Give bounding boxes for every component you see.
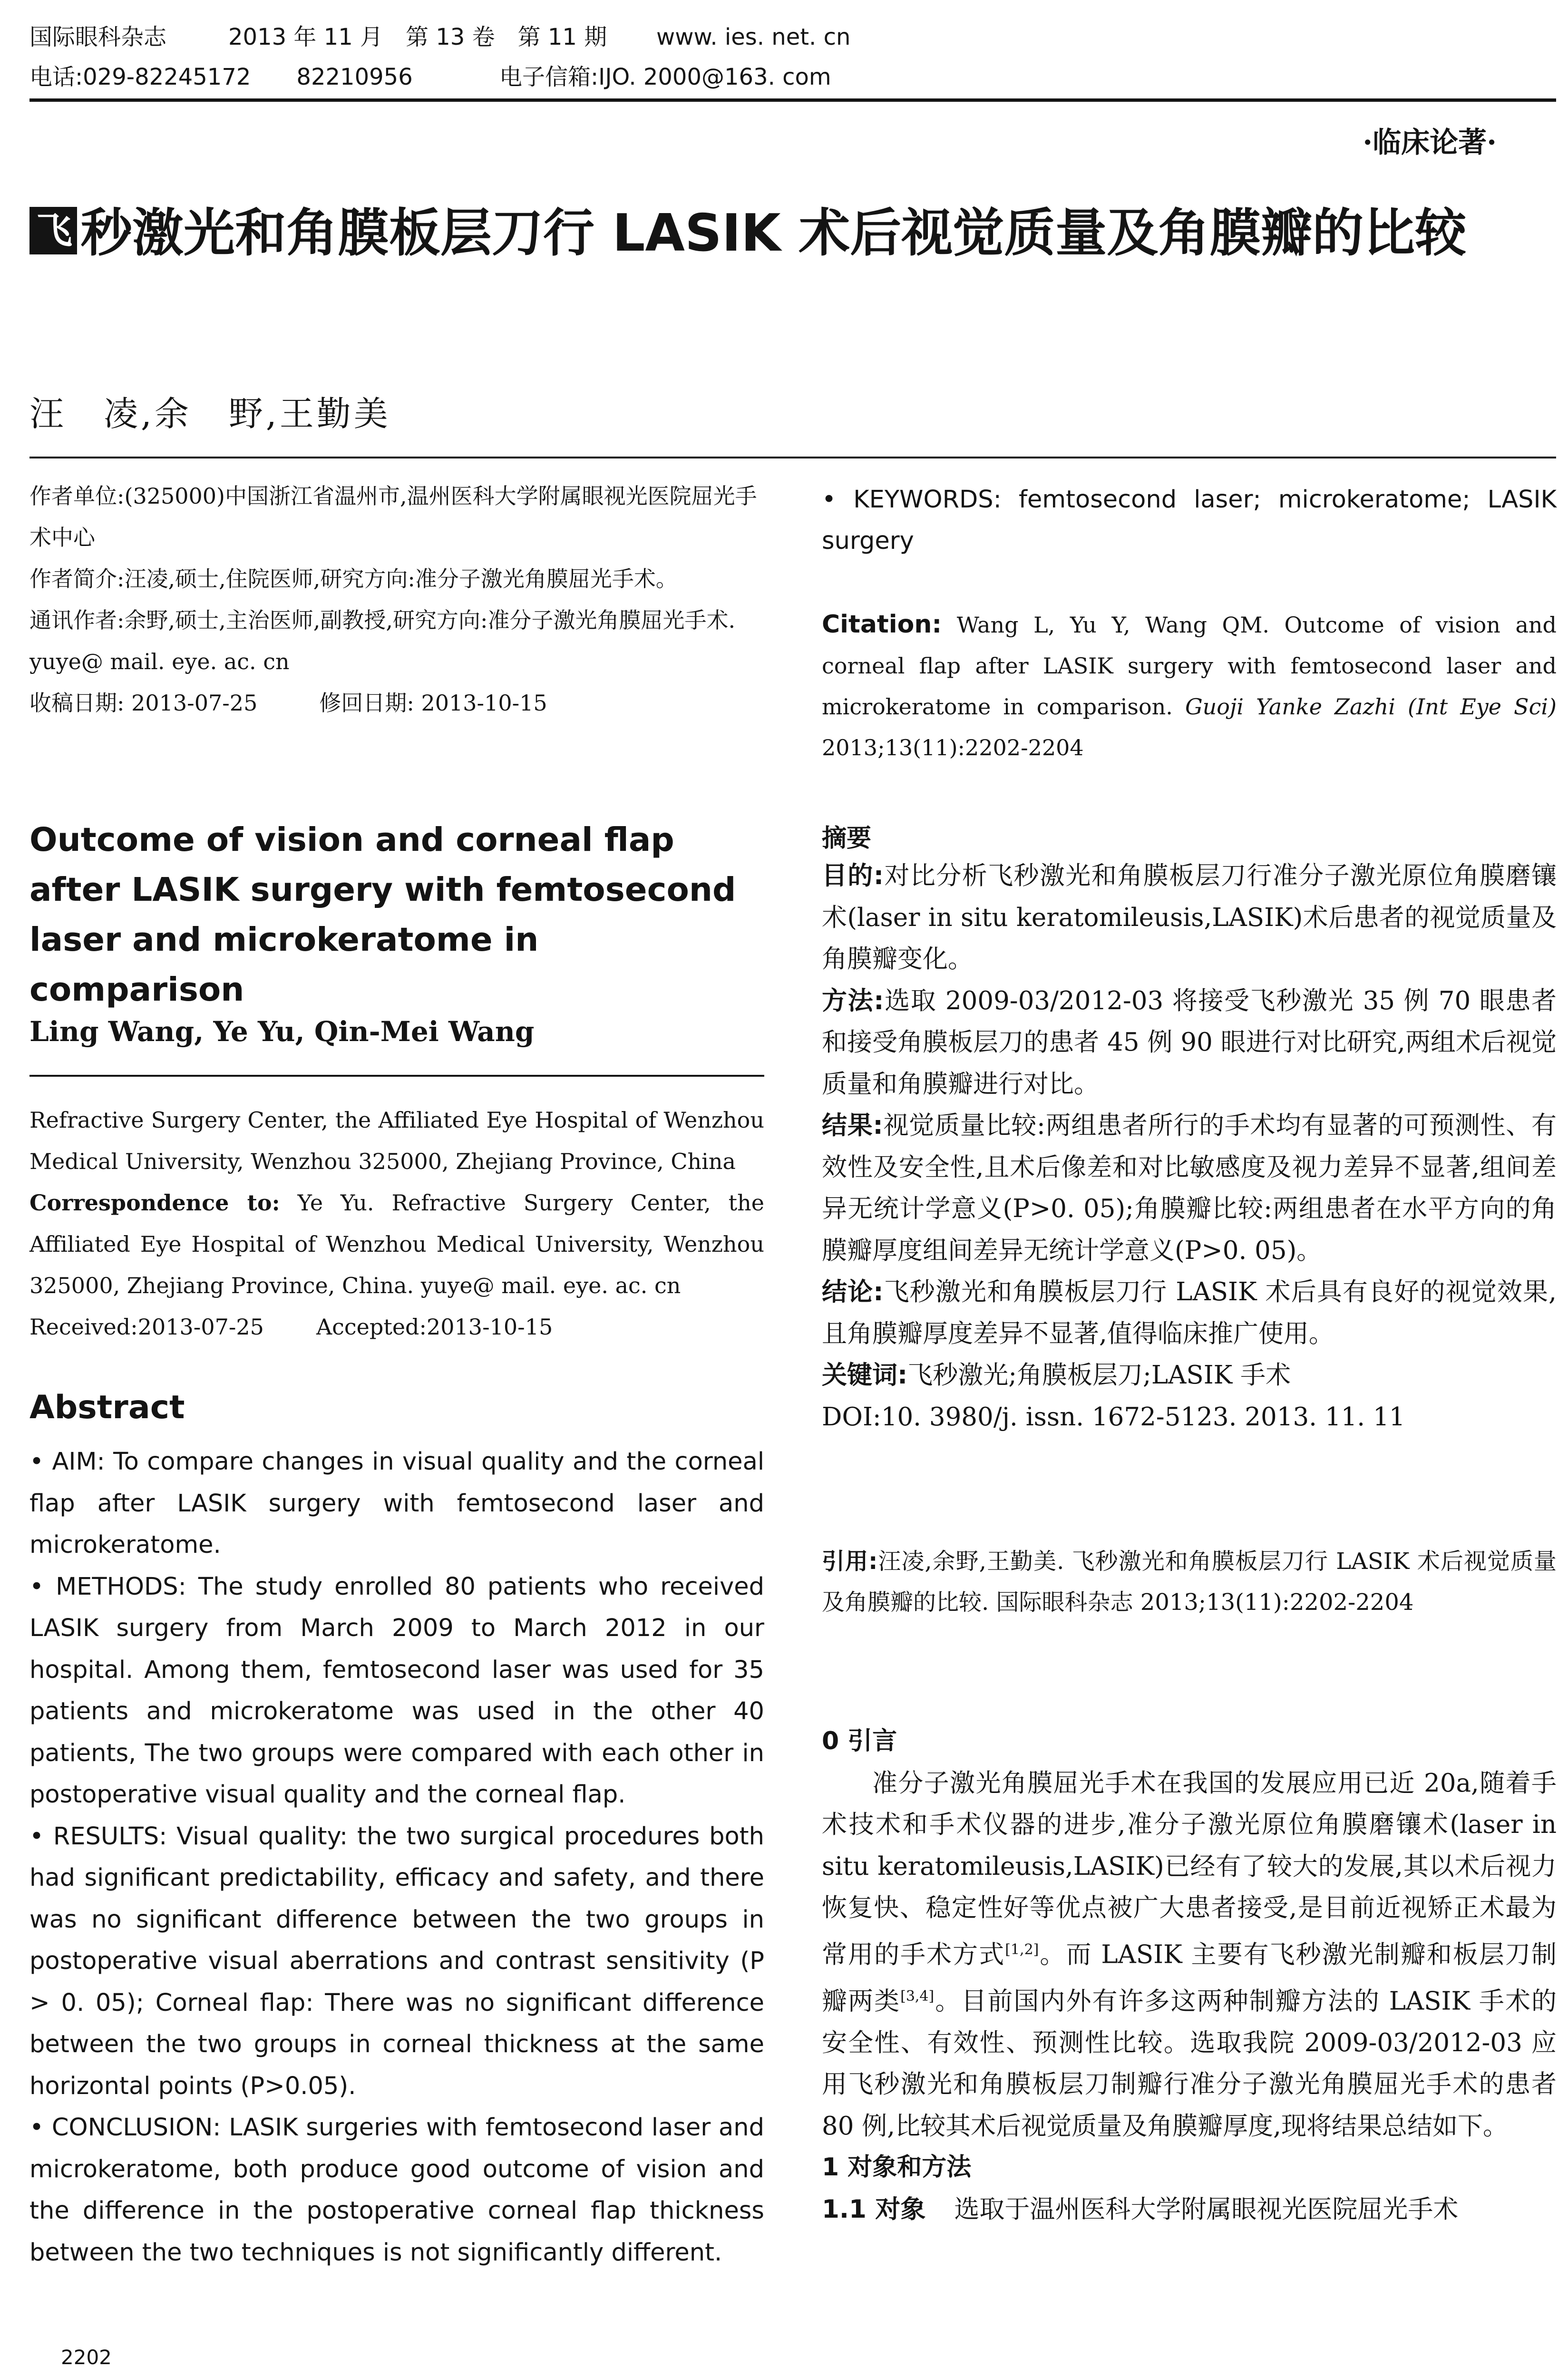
authors-en: Ling Wang, Ye Yu, Qin-Mei Wang: [29, 1015, 535, 1048]
author-unit: 作者单位:(325000)中国浙江省温州市,温州医科大学附属眼视光医院屈光手术中心: [29, 483, 757, 550]
received-dates: 收稿日期: 2013-07-25 修回日期: 2013-10-15: [29, 690, 547, 716]
abstract-cn-body: [822, 855, 1557, 1438]
author-metadata: [29, 476, 764, 724]
keywords-en: • KEYWORDS: femtosecond laser; microkeratome; LASIK surgery: [822, 486, 1557, 555]
page-number: 2202: [61, 2346, 112, 2369]
abstract-cn-conclusion: 结论:飞秒激光和角膜板层刀行 LASIK 术后具有良好的视觉效果,且角膜瓣厚度差异不显著,值得临床推广使用。: [822, 1277, 1557, 1348]
authors-cn: 汪 凌,余 野,王勤美: [29, 394, 391, 434]
affiliation-text: Refractive Surgery Center, the Affiliated Eye Hospital of Wenzhou Medical University, Wenzhou 325000, Zhejiang Province, China: [29, 1107, 764, 1174]
abstract-cn-methods: 方法:选取 2009-03/2012-03 将接受飞秒激光 35 例 70 眼患者和接受角膜板层刀的患者 45 例 90 眼进行对比研究,两组术后视觉质量和角膜瓣进行对比。: [822, 986, 1557, 1099]
journal-email[interactable]: 电子信箱:IJO. 2000@163. com: [499, 64, 831, 90]
article-title-en: Outcome of vision and corneal flap after LASIK surgery with femtosecond laser and microkeratome in comparison: [29, 821, 736, 1009]
abstract-methods: • METHODS: The study enrolled 80 patients who received LASIK surgery from March 2009 to March 2012 in our hospital. Among them, femtosecond laser was used for 35 patients and microkeratome was used in the other 40 patients, The two groups were compared with each other in postoperative visual quality and the corneal flap.: [29, 1572, 764, 1809]
abstract-cn-keywords: 关键词:飞秒激光;角膜板层刀;LASIK 手术: [822, 1361, 1291, 1390]
abstract-cn-results: 结果:视觉质量比较:两组患者所行的手术均有显著的可预测性、有效性及安全性,且术后像差和对比敏感度及视力差异不显著,组间差异无统计学意义(P>0. 05);角膜瓣比较:两组患者在水平方向的角膜瓣厚度组间差异无统计学意义(P>0. 05)。: [822, 1111, 1557, 1265]
abstract-cn-aim: 目的:对比分析飞秒激光和角膜板层刀行准分子激光原位角膜磨镶术(laser in situ keratomileusis,LASIK)术后患者的视觉质量及角膜瓣变化。: [822, 861, 1557, 974]
journal-phone: 电话:029-82245172 82210956: [29, 64, 413, 90]
citation-en: Citation: Wang L, Yu Y, Wang QM. Outcome of vision and corneal flap after LASIK surgery with femtosecond laser and microkeratome in comparison. Guoji Yanke Zazhi (Int Eye Sci) 2013;13(11):2202-2204: [822, 610, 1557, 760]
issue-info: 2013 年 11 月 第 13 卷 第 11 期: [228, 24, 607, 50]
abstract-cn-doi: DOI:10. 3980/j. issn. 1672-5123. 2013. 11. 11: [822, 1402, 1405, 1432]
title-mark: 飞: [29, 207, 77, 254]
intro-paragraph: 准分子激光角膜屈光手术在我国的发展应用已近 20a,随着手术技术和手术仪器的进步,准分子激光原位角膜磨镶术(laser in situ keratomileusis,LASIK)已经有了较大的发展,其以术后视力恢复快、稳定性好等优点被广大患者接受,是目前近视矫正术最为常用的手术方式[1,2]。而 LASIK 主要有飞秒激光制瓣和板层刀制瓣两类[3,4]。目前国内外有许多这两种制瓣方法的 LASIK 手术的安全性、有效性、预测性比较。选取我院 2009-03/2012-03 应用飞秒激光和角膜板层刀制瓣行准分子激光角膜屈光手术的患者 80 例,比较其术后视觉质量及角膜瓣厚度,现将结果总结如下。: [822, 1768, 1557, 2141]
abstract-body: [29, 1441, 764, 2273]
affiliation-en: [29, 1100, 764, 1348]
abstract-heading: Abstract: [29, 1389, 185, 1426]
title-rule: [29, 457, 1556, 458]
section-1-heading: 1 对象和方法: [822, 2153, 972, 2182]
abstract-conclusion: • CONCLUSION: LASIK surgeries with femtosecond laser and microkeratome, both produce good outcome of vision and the difference in the postoperative corneal flap thickness between the two techniques is not significantly different.: [29, 2114, 764, 2267]
abstract-cn-heading: 摘要: [822, 824, 872, 853]
authors-rule: [29, 1075, 764, 1077]
author-bio: 作者简介:汪凌,硕士,住院医师,研究方向:准分子激光角膜屈光手术。: [29, 566, 678, 592]
journal-website[interactable]: www. ies. net. cn: [656, 24, 851, 50]
header-rule: [29, 98, 1556, 102]
section-tag: ·临床论著·: [1363, 126, 1497, 159]
citation-cn: 引用:汪凌,余野,王勤美. 飞秒激光和角膜板层刀行 LASIK 术后视觉质量及角膜瓣的比较. 国际眼科杂志 2013;13(11):2202-2204: [822, 1548, 1557, 1616]
section-1-1: 1.1 对象 选取于温州医科大学附属眼视光医院屈光手术: [822, 2194, 1459, 2224]
corresponding-author: 通讯作者:余野,硕士,主治医师,副教授,研究方向:准分子激光角膜屈光手术. yuye@ mail. eye. ac. cn: [29, 607, 736, 674]
journal-name: 国际眼科杂志: [29, 24, 167, 50]
introduction: [822, 1721, 1557, 2230]
correspondence-en: Correspondence to: Ye Yu. Refractive Surgery Center, the Affiliated Eye Hospital of Wenzhou Medical University, Wenzhou 325000, Zhejiang Province, China. yuye@ mail. eye. ac. cn: [29, 1190, 764, 1298]
intro-heading: 0 引言: [822, 1727, 897, 1755]
abstract-results: • RESULTS: Visual quality: the two surgical procedures both had significant predictability, efficacy and safety, and there was no significant difference between the two groups in postoperative visual aberrations and contrast sensitivity (P > 0. 05); Corneal flap: There was no significant difference between the two groups in corneal thickness at the same horizontal points (P>0.05).: [29, 1822, 764, 2100]
received-accepted-en: Received:2013-07-25 Accepted:2013-10-15: [29, 1314, 553, 1340]
abstract-aim: • AIM: To compare changes in visual quality and the corneal flap after LASIK surgery with femtosecond laser and microkeratome.: [29, 1448, 764, 1559]
article-title-cn: 飞 秒激光和角膜板层刀行 LASIK 术后视觉质量及角膜瓣的比较: [29, 200, 1556, 267]
